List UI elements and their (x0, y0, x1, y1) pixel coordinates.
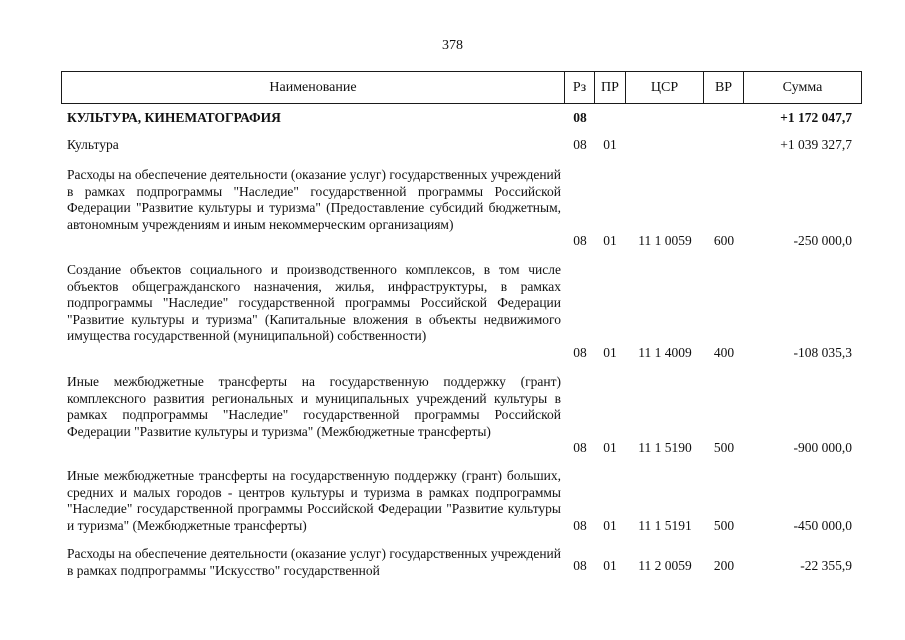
row-pr: 01 (603, 440, 617, 455)
row-name: Расходы на обеспечение деятельности (оказание услуг) государственных учреждений в рамках подпрограммы "Наследие" государственной программы Российской Федерации "Развитие культуры и туризма" (Предоставление субсидий бюджетным, автономным учреждениям и иным некоммерческим организациям) (67, 167, 561, 232)
row-rz: 08 (573, 233, 587, 248)
row-csr: 11 1 0059 (638, 233, 692, 248)
column-header-vr: ВР (704, 72, 744, 104)
row-pr: 01 (603, 137, 617, 152)
row-pr: 01 (603, 518, 617, 533)
row-name: Культура (67, 137, 119, 152)
table-header (61, 71, 862, 104)
row-sum: -22 355,9 (800, 558, 852, 573)
row-vr: 200 (713, 558, 735, 573)
row-csr: 11 1 4009 (638, 345, 692, 360)
row-rz: 08 (573, 440, 587, 455)
row-vr: 500 (713, 518, 735, 533)
row-pr: 01 (603, 558, 617, 573)
row-sum: -250 000,0 (793, 233, 852, 248)
row-sum: -450 000,0 (793, 518, 852, 533)
row-name: Создание объектов социального и производственного комплексов, в том числе объектов общегражданского назначения, жилья, инфраструктуры, в рамках подпрограммы "Наследие" государственной программы Российской Федерации "Развитие культуры и туризма" (Капитальные вложения в объекты недвижимого имущества государственной (муниципальной) собственности) (67, 262, 561, 343)
row-pr: 01 (603, 345, 617, 360)
row-name: Иные межбюджетные трансферты на государственную поддержку (грант) комплексного развития региональных и муниципальных учреждений культуры в рамках подпрограммы "Наследие" государственной программы Российской Федерации "Развитие культуры и туризма" (Межбюджетные трансферты) (67, 374, 561, 439)
row-rz: 08 (573, 518, 587, 533)
row-rz: 08 (573, 137, 587, 152)
row-name: Иные межбюджетные трансферты на государственную поддержку (грант) больших, средних и малых городов - центров культуры и туризма в рамках подпрограммы "Наследие" государственной программы Российской Федерации "Развитие культуры и туризма" (Межбюджетные трансферты) (67, 468, 561, 533)
page-number: 378 (442, 38, 463, 53)
column-header-name: Наименование (62, 72, 565, 104)
row-vr: 600 (713, 233, 735, 248)
row-vr: 400 (713, 345, 735, 360)
row-csr: 11 2 0059 (638, 558, 692, 573)
column-header-rz: Рз (565, 72, 595, 104)
row-name: Расходы на обеспечение деятельности (оказание услуг) государственных учреждений в рамках подпрограммы "Искусство" государственной (67, 546, 561, 578)
row-sum: -108 035,3 (793, 345, 852, 360)
row-name: КУЛЬТУРА, КИНЕМАТОГРАФИЯ (67, 110, 281, 125)
row-sum: +1 039 327,7 (780, 137, 852, 152)
row-rz: 08 (573, 345, 587, 360)
row-sum: -900 000,0 (793, 440, 852, 455)
row-rz: 08 (573, 558, 587, 573)
column-header-csr: ЦСР (626, 72, 704, 104)
row-csr: 11 1 5191 (638, 518, 692, 533)
column-header-pr: ПР (595, 72, 626, 104)
row-csr: 11 1 5190 (638, 440, 692, 455)
row-vr: 500 (713, 440, 735, 455)
row-sum: +1 172 047,7 (780, 110, 852, 125)
row-pr: 01 (603, 233, 617, 248)
row-rz: 08 (573, 110, 587, 125)
column-header-sum: Сумма (744, 72, 862, 104)
